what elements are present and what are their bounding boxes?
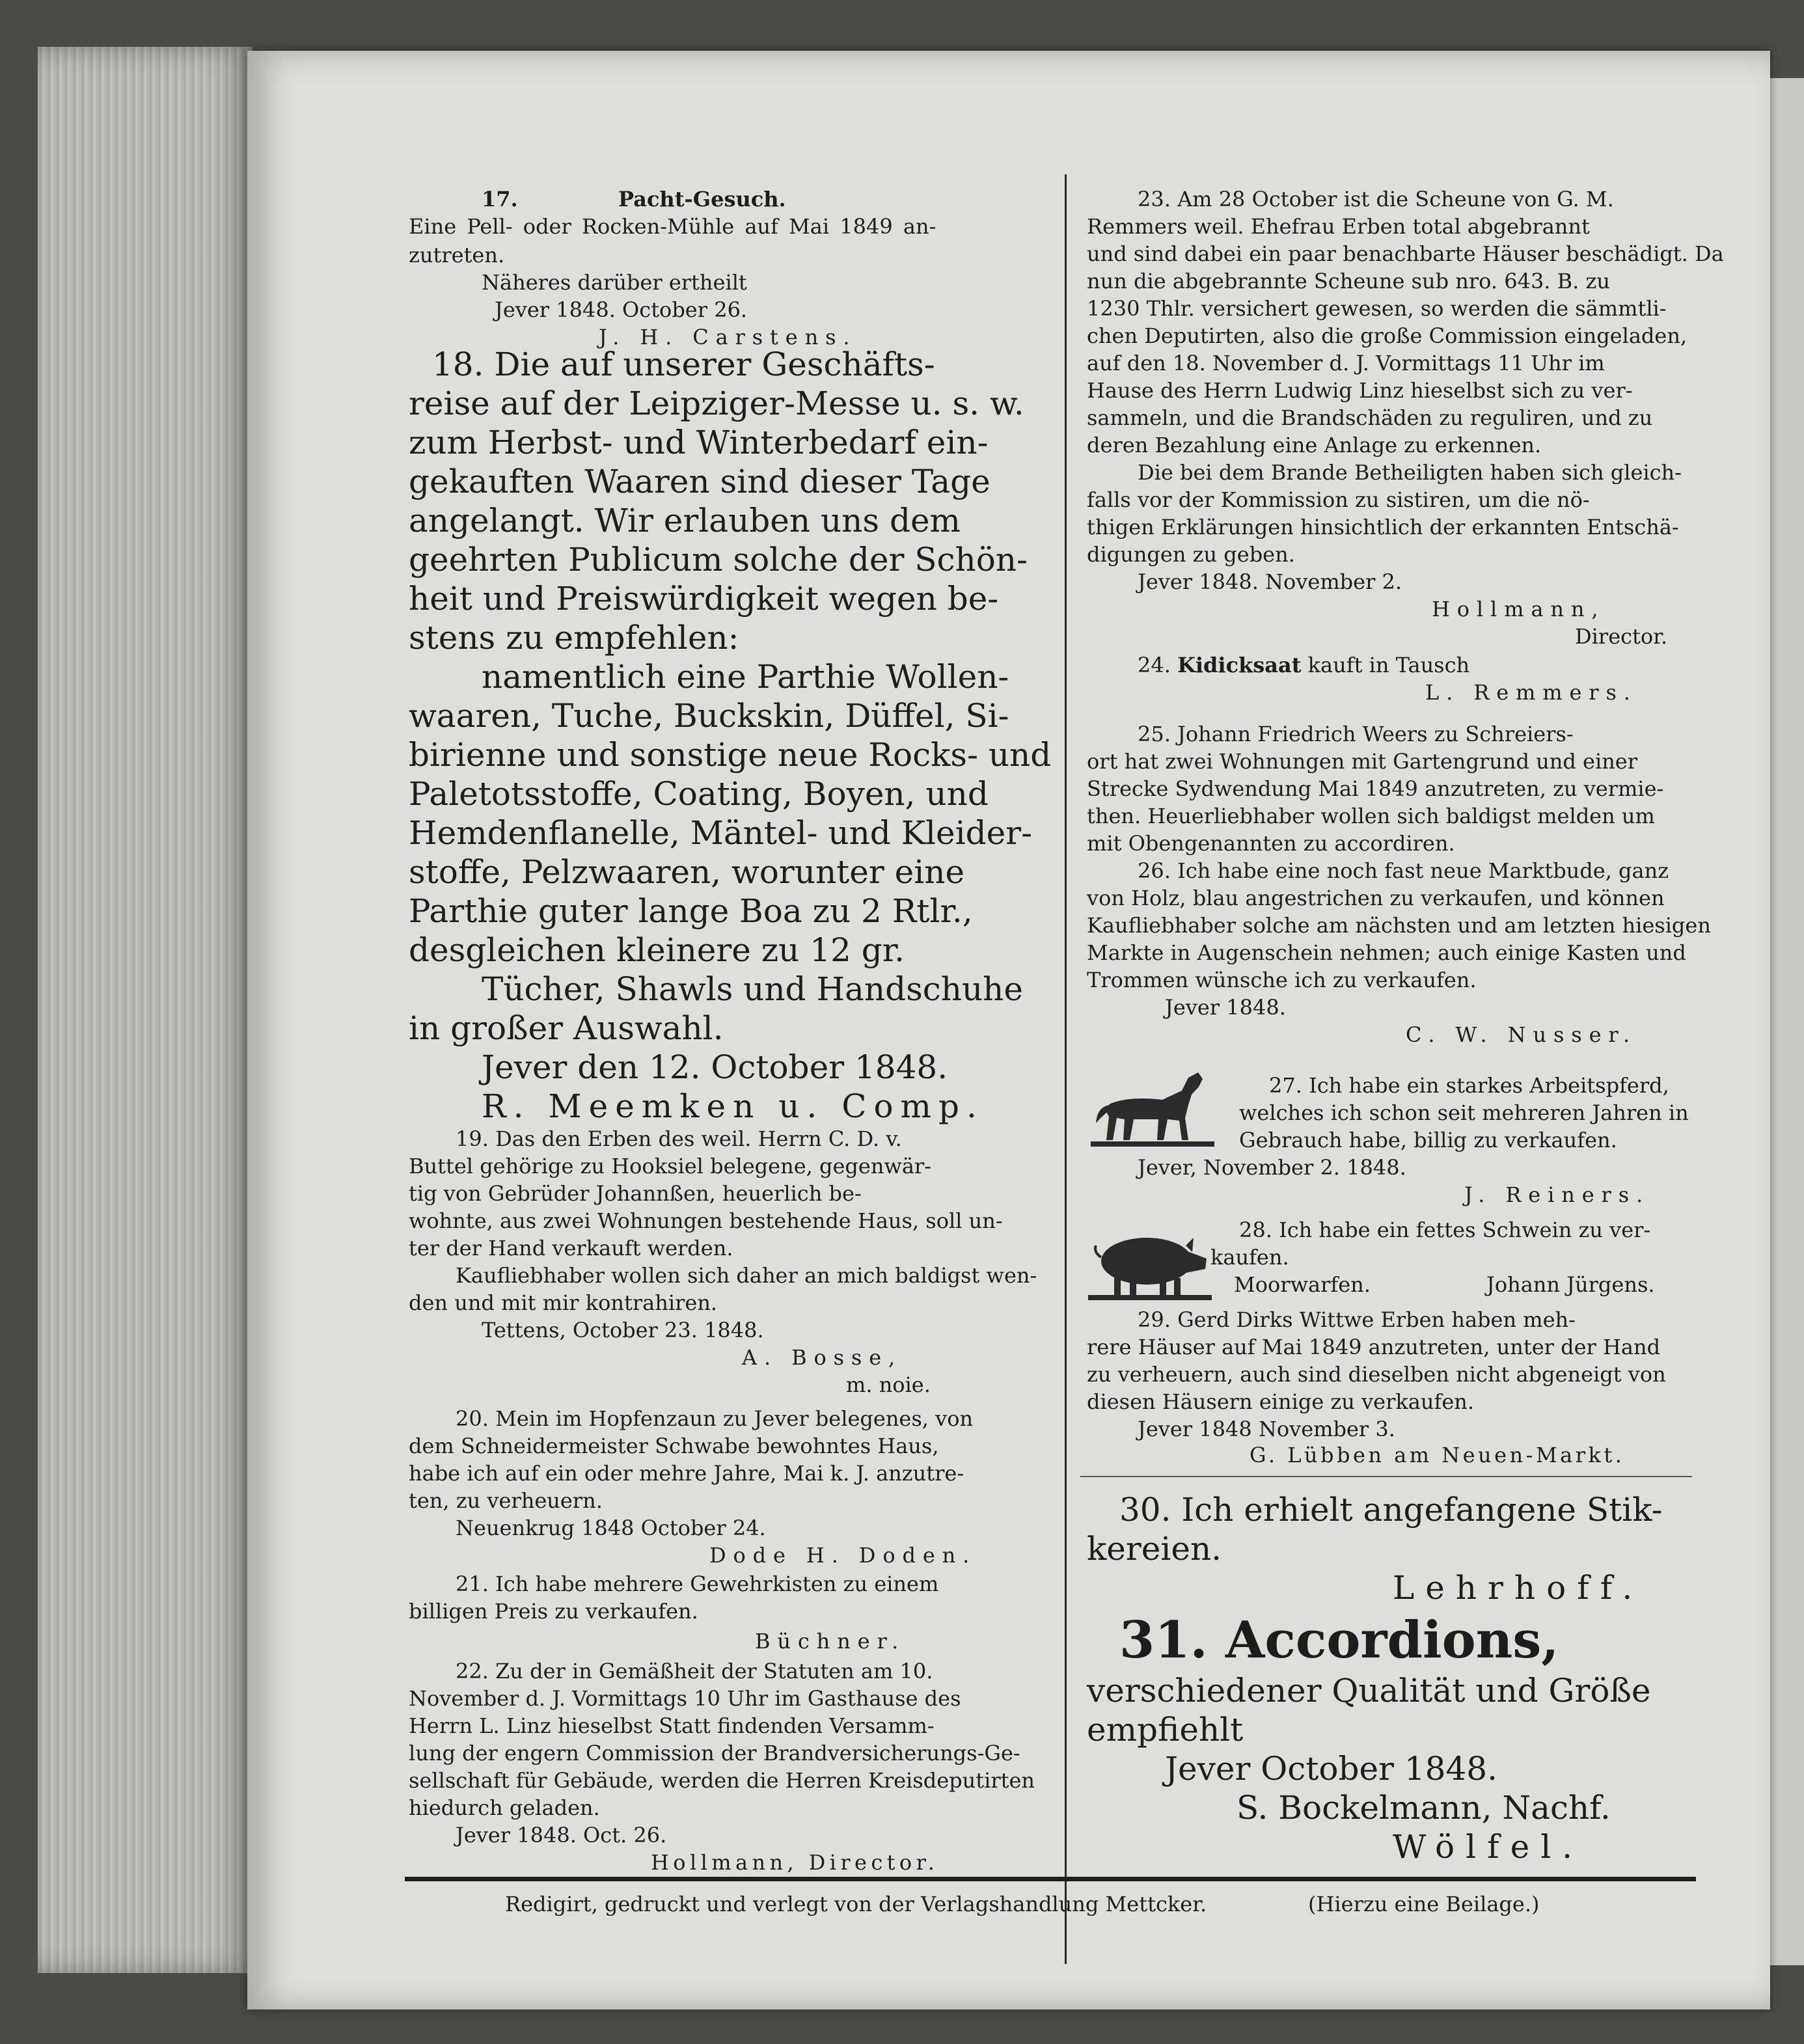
text-line: hiedurch geladen. — [409, 1795, 600, 1820]
text-line: 29. Gerd Dirks Wittwe Erben haben meh- — [1138, 1307, 1576, 1332]
text-line: rere Häuser auf Mai 1849 anzutreten, unter der Hand — [1087, 1335, 1661, 1359]
text-line: billigen Preis zu verkaufen. — [409, 1599, 698, 1624]
text-line: mit Obengenannten zu accordiren. — [1087, 831, 1455, 856]
text-line: 30. Ich erhielt angefangene Stik- — [1119, 1491, 1663, 1529]
text-line: desgleichen kleinere zu 12 gr. — [409, 931, 905, 969]
text-line: Kaufliebhaber solche am nächsten und am letzten hiesigen — [1087, 913, 1711, 938]
text-line: reise auf der Leipziger-Messe u. s. w. — [409, 385, 1024, 422]
ad-number: 24. — [1138, 653, 1171, 677]
date-line: Jever 1848 November 3. — [1138, 1417, 1395, 1441]
text-line: ter der Hand verkauft werden. — [409, 1236, 733, 1260]
text-line: ten, zu verheuern. — [409, 1488, 603, 1513]
signature: R. Meemken u. Comp. — [482, 1087, 984, 1125]
footer-note: (Hierzu eine Beilage.) — [1308, 1892, 1540, 1916]
text-line: 18. Die auf unserer Geschäfts- — [432, 346, 935, 383]
text-line: then. Heuerliebhaber wollen sich baldigst melden um — [1087, 804, 1655, 828]
signature: S. Bockelmann, Nachf. — [1237, 1789, 1611, 1827]
text-line: diesen Häusern einige zu verkaufen. — [1087, 1389, 1475, 1414]
text-line: sellschaft für Gebäude, werden die Herren Kreisdeputirten — [409, 1768, 1035, 1793]
text-line: kaufen. — [1210, 1245, 1289, 1270]
text-line: nun die abgebrannte Scheune sub nro. 643. B. zu — [1087, 269, 1610, 293]
text-line: den und mit mir kontrahiren. — [409, 1290, 718, 1315]
book-page-edges — [38, 47, 253, 1973]
text-line: 22. Zu der in Gemäßheit der Statuten am 10. — [456, 1659, 933, 1683]
text-line: Remmers weil. Ehefrau Erben total abgebrannt — [1087, 214, 1590, 239]
signature-note: Director. — [1575, 624, 1668, 649]
ad-number: 17. — [482, 187, 518, 211]
text-line: November d. J. Vormittags 10 Uhr im Gasthause des — [409, 1686, 961, 1711]
text-line: 26. Ich habe eine noch fast neue Marktbude, ganz — [1138, 858, 1669, 883]
text-line: Eine Pell- oder Rocken-Mühle auf Mai 1849 an- — [409, 214, 936, 239]
text-line: Die bei dem Brande Betheiligten haben sich gleich- — [1138, 460, 1682, 485]
footer-rule — [405, 1877, 1696, 1881]
text-line: von Holz, blau angestrichen zu verkaufen, und können — [1087, 886, 1665, 910]
text-line: geehrten Publicum solche der Schön- — [409, 541, 1028, 579]
text-line: in großer Auswahl. — [409, 1009, 724, 1047]
text-line: welches ich schon seit mehreren Jahren in — [1239, 1100, 1689, 1125]
text-line: gekauften Waaren sind dieser Tage — [409, 463, 991, 500]
text-line: stoffe, Pelzwaaren, worunter eine — [409, 853, 965, 891]
text-line: birienne und sonstige neue Rocks- und — [409, 736, 1052, 774]
date-line: Jever, November 2. 1848. — [1138, 1155, 1406, 1180]
signature: Büchner. — [755, 1629, 906, 1654]
text-line: wohnte, aus zwei Wohnungen bestehende Haus, soll un- — [409, 1208, 1003, 1233]
date-line: Jever 1848. November 2. — [1138, 569, 1402, 594]
text-line: stens zu empfehlen: — [409, 619, 739, 657]
text-line: deren Bezahlung eine Anlage zu erkennen. — [1087, 433, 1542, 457]
text-line: 23. Am 28 October ist die Scheune von G. M. — [1138, 187, 1614, 211]
horse-woodcut-icon — [1091, 1065, 1214, 1149]
place-line: Moorwarfen. — [1234, 1272, 1371, 1297]
ad-heading: Pacht-Gesuch. — [618, 187, 786, 211]
signature: Johann Jürgens. — [1486, 1272, 1655, 1297]
text-line: zu verheuern, auch sind dieselben nicht abgeneigt von — [1087, 1362, 1666, 1387]
text-line: thigen Erklärungen hinsichtlich der erkannten Entschä- — [1087, 515, 1679, 539]
text-line: 20. Mein im Hopfenzaun zu Jever belegenes, von — [456, 1406, 974, 1431]
ad-title: 31. Accordions, — [1119, 1611, 1559, 1670]
text-line — [1138, 651, 1469, 679]
signature: Lehrhoff. — [1393, 1569, 1644, 1607]
text-line: 27. Ich habe ein starkes Arbeitspferd, — [1269, 1073, 1669, 1098]
text-line: sammeln, und die Brandschäden zu reguliren, und zu — [1087, 405, 1653, 430]
signature: J. H. Carstens. — [599, 325, 857, 349]
text-line: Gebrauch habe, billig zu verkaufen. — [1239, 1128, 1617, 1152]
text-line: Kaufliebhaber wollen sich daher an mich baldigst wen- — [456, 1263, 1037, 1288]
imprint-line: Redigirt, gedruckt und verlegt von der Verlagshandlung Mettcker. — [505, 1892, 1207, 1916]
signature: J. Reiners. — [1464, 1182, 1650, 1207]
text-line: Hemdenflanelle, Mäntel- und Kleider- — [409, 814, 1033, 852]
text-line: 19. Das den Erben des weil. Herrn C. D. v. — [456, 1126, 902, 1151]
text-line: 28. Ich habe ein fettes Schwein zu ver- — [1239, 1218, 1651, 1242]
text-line: Paletotsstoffe, Coating, Boyen, und — [409, 775, 989, 813]
text-line: heit und Preiswürdigkeit wegen be- — [409, 580, 999, 618]
signature: Wölfel. — [1393, 1828, 1584, 1866]
text-rest: kauft in Tausch — [1307, 653, 1470, 677]
pig-woodcut-icon — [1088, 1218, 1212, 1303]
date-line: Jever den 12. October 1848. — [482, 1048, 948, 1086]
highlight-word: Kidicksaat — [1177, 653, 1302, 677]
text-line: Herrn L. Linz hieselbst Statt findenden Versamm- — [409, 1713, 935, 1738]
column-divider — [1065, 174, 1067, 1964]
signature: L. Remmers. — [1425, 680, 1637, 705]
text-line: kereien. — [1087, 1530, 1222, 1568]
text-line: Markte in Augenschein nehmen; auch einige Kasten und — [1087, 940, 1686, 965]
signature: Dode H. Doden. — [709, 1543, 977, 1568]
text-line: zutreten. — [409, 243, 505, 267]
text-line: 25. Johann Friedrich Weers zu Schreiers- — [1138, 722, 1574, 746]
text-line: digungen zu geben. — [1087, 542, 1295, 567]
section-divider — [1080, 1476, 1692, 1477]
text-line: empfiehlt — [1087, 1711, 1244, 1749]
text-line: und sind dabei ein paar benachbarte Häuser beschädigt. Da — [1087, 241, 1724, 266]
signature: Hollmann, — [1432, 597, 1606, 621]
date-line: Jever 1848. October 26. — [495, 297, 748, 322]
text-line: falls vor der Kommission zu sistiren, um die nö- — [1087, 487, 1590, 512]
date-line: Tettens, October 23. 1848. — [482, 1318, 764, 1342]
text-line: Buttel gehörige zu Hooksiel belegene, gegenwär- — [409, 1154, 932, 1179]
text-line: Näheres darüber ertheilt — [482, 270, 747, 295]
date-line: Jever 1848. Oct. 26. — [456, 1823, 667, 1847]
text-line: auf den 18. November d. J. Vormittags 11 Uhr im — [1087, 351, 1605, 375]
text-line: zum Herbst- und Winterbedarf ein- — [409, 424, 989, 461]
text-line: tig von Gebrüder Johannßen, heuerlich be- — [409, 1181, 862, 1206]
text-line: 21. Ich habe mehrere Gewehrkisten zu einem — [456, 1572, 939, 1596]
bleed-through-shadow — [534, 70, 556, 147]
text-line: Trommen wünsche ich zu verkaufen. — [1087, 968, 1477, 992]
text-line: habe ich auf ein oder mehre Jahre, Mai k. J. anzutre- — [409, 1461, 964, 1486]
text-line: dem Schneidermeister Schwabe bewohntes Haus, — [409, 1434, 939, 1458]
text-line: angelangt. Wir erlauben uns dem — [409, 502, 961, 539]
text-line: namentlich eine Parthie Wollen- — [482, 658, 1009, 696]
signature: G. Lübben am Neuen-Markt. — [1250, 1443, 1625, 1467]
signature: Hollmann, Director. — [651, 1850, 939, 1875]
text-line: Strecke Sydwendung Mai 1849 anzutreten, zu vermie- — [1087, 776, 1664, 801]
signature: C. W. Nusser. — [1406, 1022, 1637, 1047]
bleed-through-shadow — [1113, 122, 1134, 195]
text-line: Tücher, Shawls und Handschuhe — [482, 970, 1023, 1008]
text-line: Parthie guter lange Boa zu 2 Rtlr., — [409, 892, 973, 930]
date-line: Jever October 1848. — [1165, 1750, 1497, 1788]
text-line: Hause des Herrn Ludwig Linz hieselbst sich zu ver- — [1087, 378, 1633, 403]
facing-page-edge — [1765, 78, 1804, 1965]
signature-note: m. noie. — [846, 1372, 931, 1397]
text-line: 1230 Thlr. versichert gewesen, so werden die sämmtli- — [1087, 296, 1667, 321]
text-line: ort hat zwei Wohnungen mit Gartengrund und einer — [1087, 749, 1638, 774]
text-line: waaren, Tuche, Buckskin, Düffel, Si- — [409, 697, 1009, 735]
signature: A. Bosse, — [742, 1345, 903, 1370]
date-line: Jever 1848. — [1165, 995, 1286, 1020]
text-line: chen Deputirten, also die große Commission eingeladen, — [1087, 323, 1688, 348]
text-line: verschiedener Qualität und Größe — [1087, 1672, 1651, 1710]
text-line: lung der engern Commission der Brandversicherungs-Ge- — [409, 1741, 1020, 1765]
date-line: Neuenkrug 1848 October 24. — [456, 1516, 766, 1540]
